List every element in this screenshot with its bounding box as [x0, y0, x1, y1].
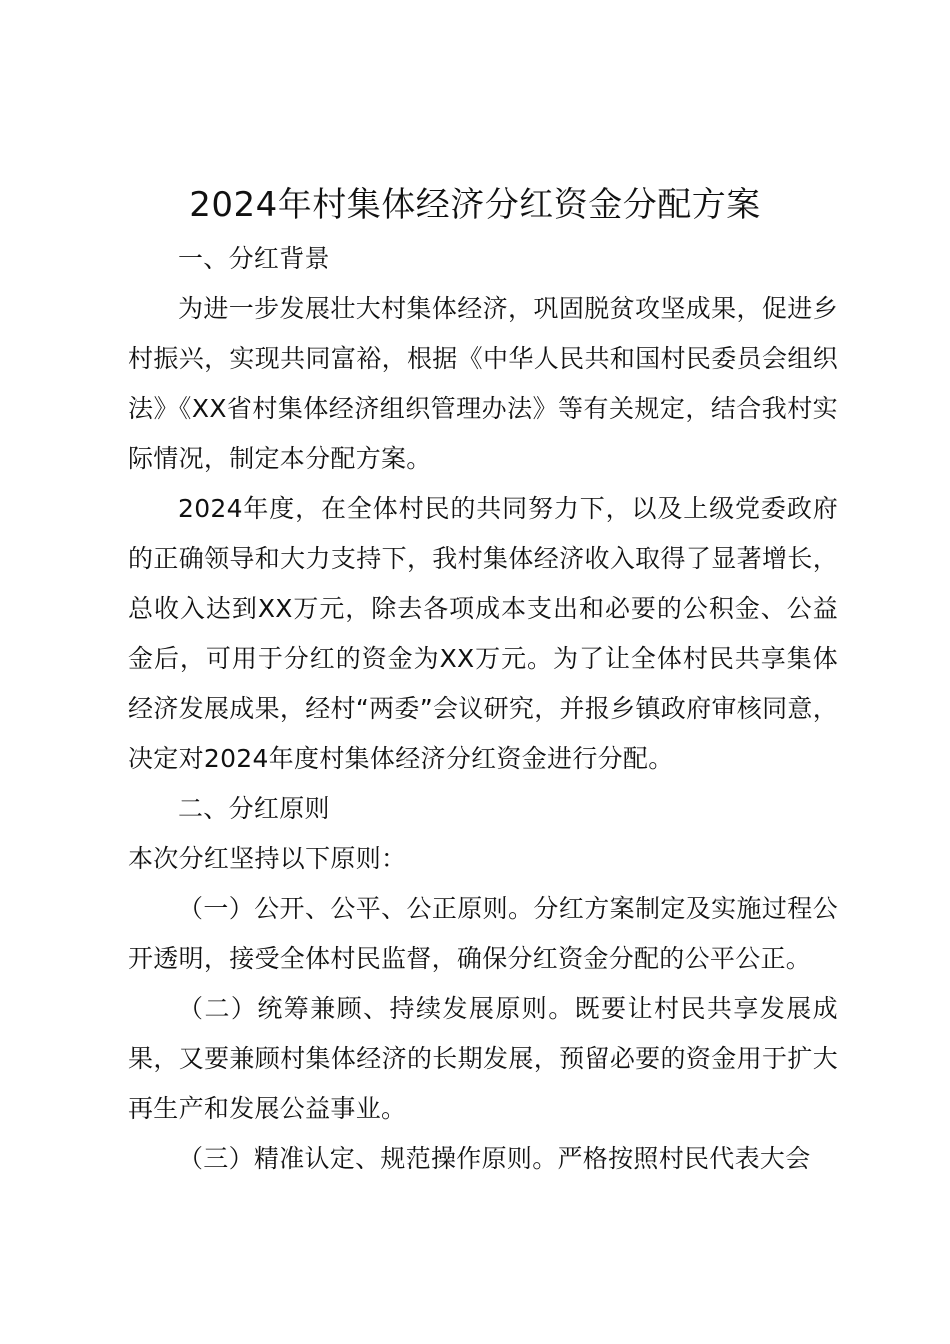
- paragraph-background-1: 为进一步发展壮大村集体经济，巩固脱贫攻坚成果，促进乡村振兴，实现共同富裕，根据《中华人民共和国村民委员会组织法》《XX省村集体经济组织管理办法》等有关规定，结合我村实际情况，制定本分配方案。: [128, 294, 838, 473]
- document-body: [128, 234, 838, 1184]
- principle-1: （一）公开、公平、公正原则。分红方案制定及实施过程公开透明，接受全体村民监督，确保分红资金分配的公平公正。: [128, 894, 838, 973]
- principles-intro: 本次分红坚持以下原则：: [128, 844, 407, 873]
- principle-2: （二）统筹兼顾、持续发展原则。既要让村民共享发展成果，又要兼顾村集体经济的长期发展，预留必要的资金用于扩大再生产和发展公益事业。: [128, 994, 838, 1123]
- principle-3: （三）精准认定、规范操作原则。严格按照村民代表大会: [178, 1144, 811, 1173]
- section-heading-principles: 二、分红原则: [178, 794, 330, 823]
- section-heading-background: 一、分红背景: [178, 244, 330, 273]
- document-title: 2024年村集体经济分红资金分配方案: [189, 185, 761, 225]
- paragraph-background-2: 2024年度，在全体村民的共同努力下，以及上级党委政府的正确领导和大力支持下，我村集体经济收入取得了显著增长，总收入达到XX万元，除去各项成本支出和必要的公积金、公益金后，可用于分红的资金为XX万元。为了让全体村民共享集体经济发展成果，经村“两委”会议研究，并报乡镇政府审核同意，决定对2024年度村集体经济分红资金进行分配。: [128, 494, 838, 773]
